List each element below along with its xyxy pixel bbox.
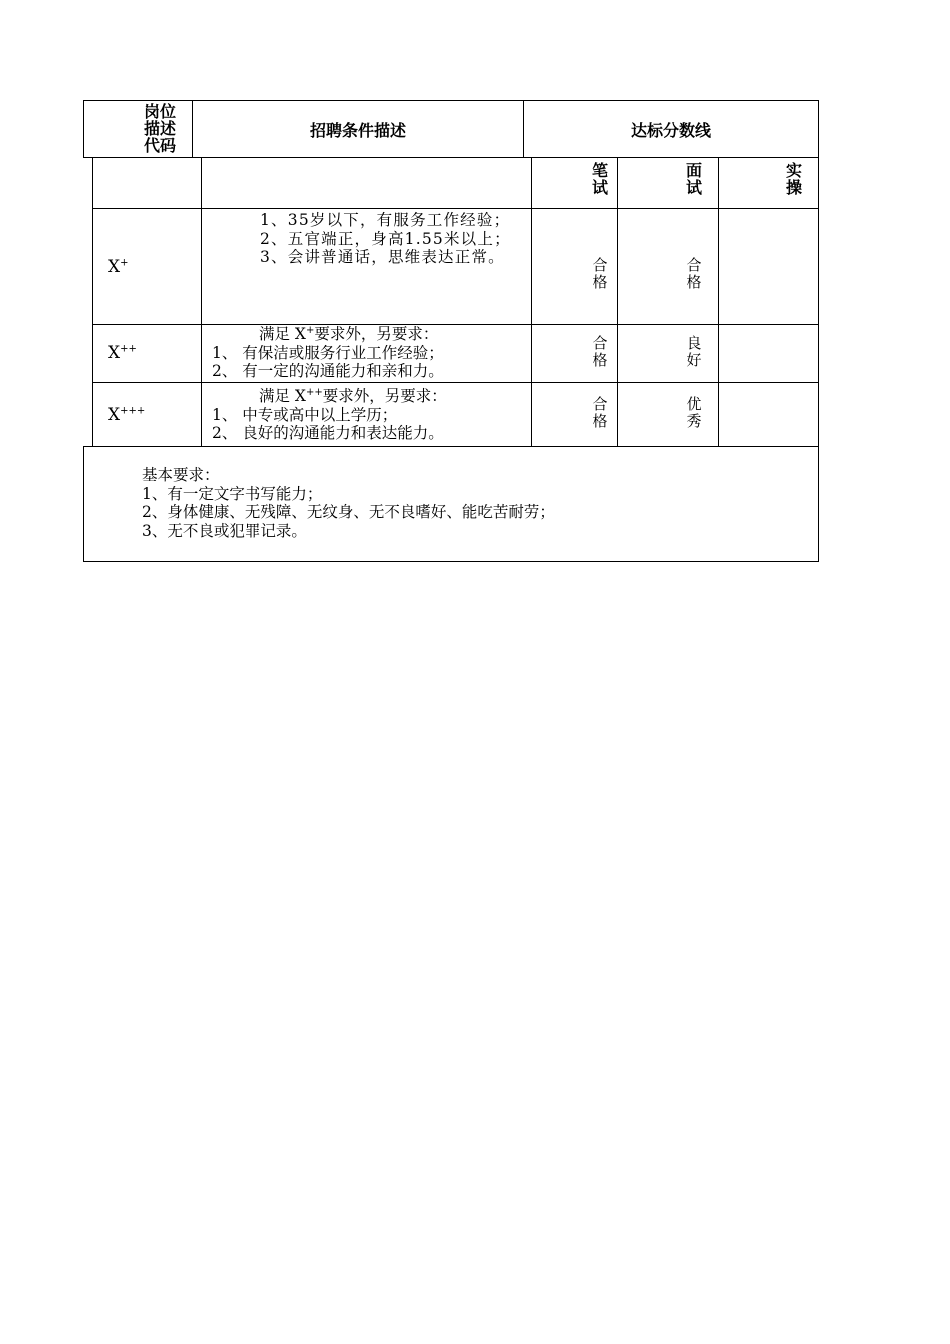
row-desc: 满足 X++要求外，另要求： 1、 中专或高中以上学历； 2、 良好的沟通能力和表达能力。 xyxy=(212,386,447,442)
subheader-interview-cell xyxy=(617,157,719,209)
subheader-interview-label: 面试 xyxy=(685,161,702,197)
header-code-label: 岗位描述代码 xyxy=(144,102,177,155)
row-desc: 1、35岁以下，有服务工作经验； 2、五官端正，身高1.55米以上； 3、会讲普通话，思维表达正常。 xyxy=(260,211,511,266)
subheader-desc-cell xyxy=(201,157,532,209)
row-desc-cell xyxy=(201,208,532,325)
list-item: 1、有一定文字书写能力； xyxy=(142,484,323,503)
row-interview-cell xyxy=(617,382,719,447)
row-practical-cell xyxy=(718,324,819,383)
row-written-cell xyxy=(531,208,618,325)
row-desc-cell xyxy=(201,382,532,447)
subheader-code-cell xyxy=(92,157,202,209)
subheader-practical-label: 实操 xyxy=(785,161,802,197)
row-written-cell xyxy=(531,324,618,383)
basic-requirements-cell xyxy=(83,446,819,562)
basic-requirements-text xyxy=(142,466,802,540)
row-practical-cell xyxy=(718,208,819,325)
row-written-cell xyxy=(531,382,618,447)
table-row xyxy=(92,324,202,383)
header-score-label: 达标分数线 xyxy=(630,120,711,140)
header-score-cell xyxy=(523,100,819,158)
header-desc-cell xyxy=(192,100,524,158)
basic-requirements-title: 基本要求： xyxy=(142,466,220,484)
row-written-value: 合格 xyxy=(592,256,608,291)
row-interview-value: 良好 xyxy=(686,334,702,369)
header-desc-label: 招聘条件描述 xyxy=(309,120,406,140)
header-code-cell xyxy=(83,100,193,158)
row-written-value: 合格 xyxy=(592,334,608,369)
row-desc-cell xyxy=(201,324,532,383)
row-interview-value: 合格 xyxy=(686,256,702,291)
subheader-written-cell xyxy=(531,157,618,209)
row-interview-cell xyxy=(617,208,719,325)
row-interview-value: 优秀 xyxy=(686,395,702,430)
subheader-written-label: 笔试 xyxy=(591,161,608,197)
table-row xyxy=(92,382,202,447)
row-code: X++ xyxy=(108,343,137,363)
list-item: 2、身体健康、无残障、无纹身、无不良嗜好、能吃苦耐劳； xyxy=(142,503,555,521)
subheader-practical-cell xyxy=(718,157,819,209)
table-row xyxy=(92,208,202,325)
row-desc: 满足 X+要求外，另要求： 1、 有保洁或服务行业工作经验； 2、 有一定的沟通能力和亲和力。 xyxy=(212,324,444,380)
row-practical-cell xyxy=(718,382,819,447)
row-interview-cell xyxy=(617,324,719,383)
row-code: X+++ xyxy=(108,405,146,425)
list-item: 3、无不良或犯罪记录。 xyxy=(142,521,307,540)
row-written-value: 合格 xyxy=(592,395,608,430)
row-code: X+ xyxy=(108,257,129,277)
